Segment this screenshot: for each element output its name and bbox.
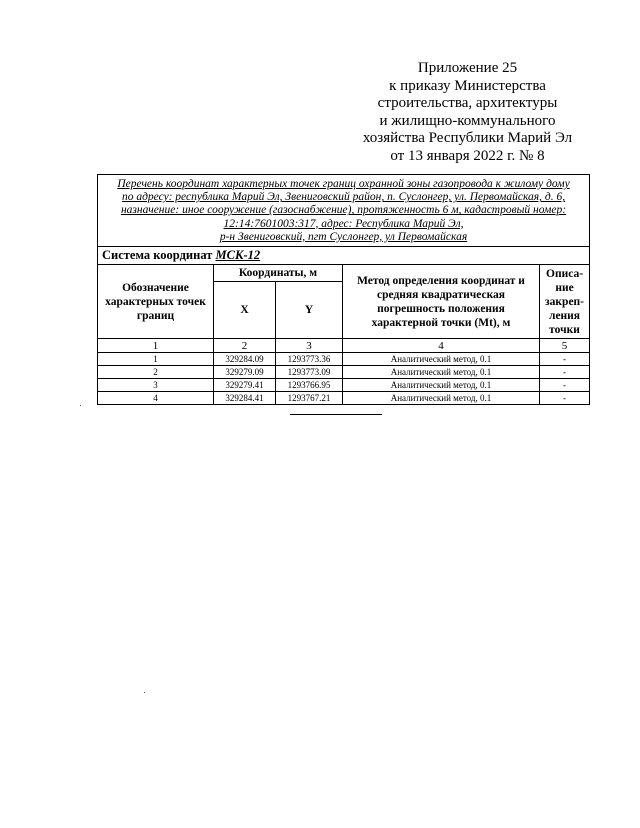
coord-x: 329279.09: [214, 366, 276, 379]
point-id: 1: [98, 353, 214, 366]
description: -: [540, 366, 590, 379]
coordinate-system: [98, 247, 590, 265]
point-id: 2: [98, 366, 214, 379]
title-line: Перечень координат характерных точек границ охранной зоны газопровода к жилому дому: [117, 178, 570, 190]
column-number: 5: [540, 339, 590, 353]
annex-line: Приложение 25: [417, 60, 518, 76]
annex-line: и жилищно-коммунального: [379, 112, 556, 129]
point-id: 4: [98, 392, 214, 405]
column-number: 3: [276, 339, 343, 353]
coord-y: 1293773.09: [276, 366, 343, 379]
table-title: [98, 175, 590, 247]
annex-header: [345, 60, 590, 165]
table-title-row: [98, 175, 590, 247]
coordinate-system-value: МСК-12: [215, 248, 261, 263]
header-y: Y: [276, 282, 343, 339]
coordinate-system-label: Система координат: [102, 248, 213, 263]
table-row: [98, 366, 590, 379]
header-description: Описа-ние закреп-ления точки: [540, 265, 590, 339]
coord-x: 329279.41: [214, 379, 276, 392]
description: -: [540, 392, 590, 405]
column-number: 4: [343, 339, 540, 353]
title-line: 12:14:7601003:317, адрес: Республика Марий Эл,: [223, 217, 464, 230]
coord-y: 1293766.95: [276, 379, 343, 392]
separator-line: [290, 414, 382, 415]
annex-line: строительства, архитектуры: [377, 95, 558, 111]
coordinate-system-row: [98, 247, 590, 265]
column-numbers-row: [98, 339, 590, 353]
point-id: 3: [98, 379, 214, 392]
description: -: [540, 379, 590, 392]
description: -: [540, 353, 590, 366]
method: Аналитический метод, 0.1: [343, 366, 540, 379]
annex-line: к приказу Министерства: [389, 77, 546, 94]
header-x: X: [214, 282, 276, 339]
annex-line: от 13 января 2022 г. № 8: [390, 147, 545, 164]
method: Аналитический метод, 0.1: [343, 392, 540, 405]
title-line: назначение: иное сооружение (газоснабжение), протяженность 6 м, кадастровый номер:: [120, 204, 567, 217]
header-point: Обозначение характерных точек границ: [98, 265, 214, 339]
table-row: [98, 392, 590, 405]
title-line: р-н Звениговский, пгт Суслонгер, ул Первомайская: [219, 230, 468, 243]
header-method: Метод определения координат и средняя квадратическая погрешность положения характерной точки (Mt), м: [343, 265, 540, 339]
scan-speck: [144, 692, 145, 693]
table-row: [98, 353, 590, 366]
scan-speck: [80, 405, 81, 406]
coord-y: 1293767.21: [276, 392, 343, 405]
coord-x: 329284.09: [214, 353, 276, 366]
header-coords: Координаты, м: [214, 265, 343, 282]
coord-x: 329284.41: [214, 392, 276, 405]
method: Аналитический метод, 0.1: [343, 353, 540, 366]
annex-line: хозяйства Республики Марий Эл: [362, 130, 573, 146]
method: Аналитический метод, 0.1: [343, 379, 540, 392]
coord-y: 1293773.36: [276, 353, 343, 366]
coordinates-table: [97, 174, 590, 405]
column-number: 1: [98, 339, 214, 353]
table-row: [98, 379, 590, 392]
header-row-1: [98, 265, 590, 282]
column-number: 2: [214, 339, 276, 353]
title-line: по адресу: республика Марий Эл, Звениговский район, п. Суслонгер, ул. Первомайская, д. 6,: [121, 191, 566, 204]
